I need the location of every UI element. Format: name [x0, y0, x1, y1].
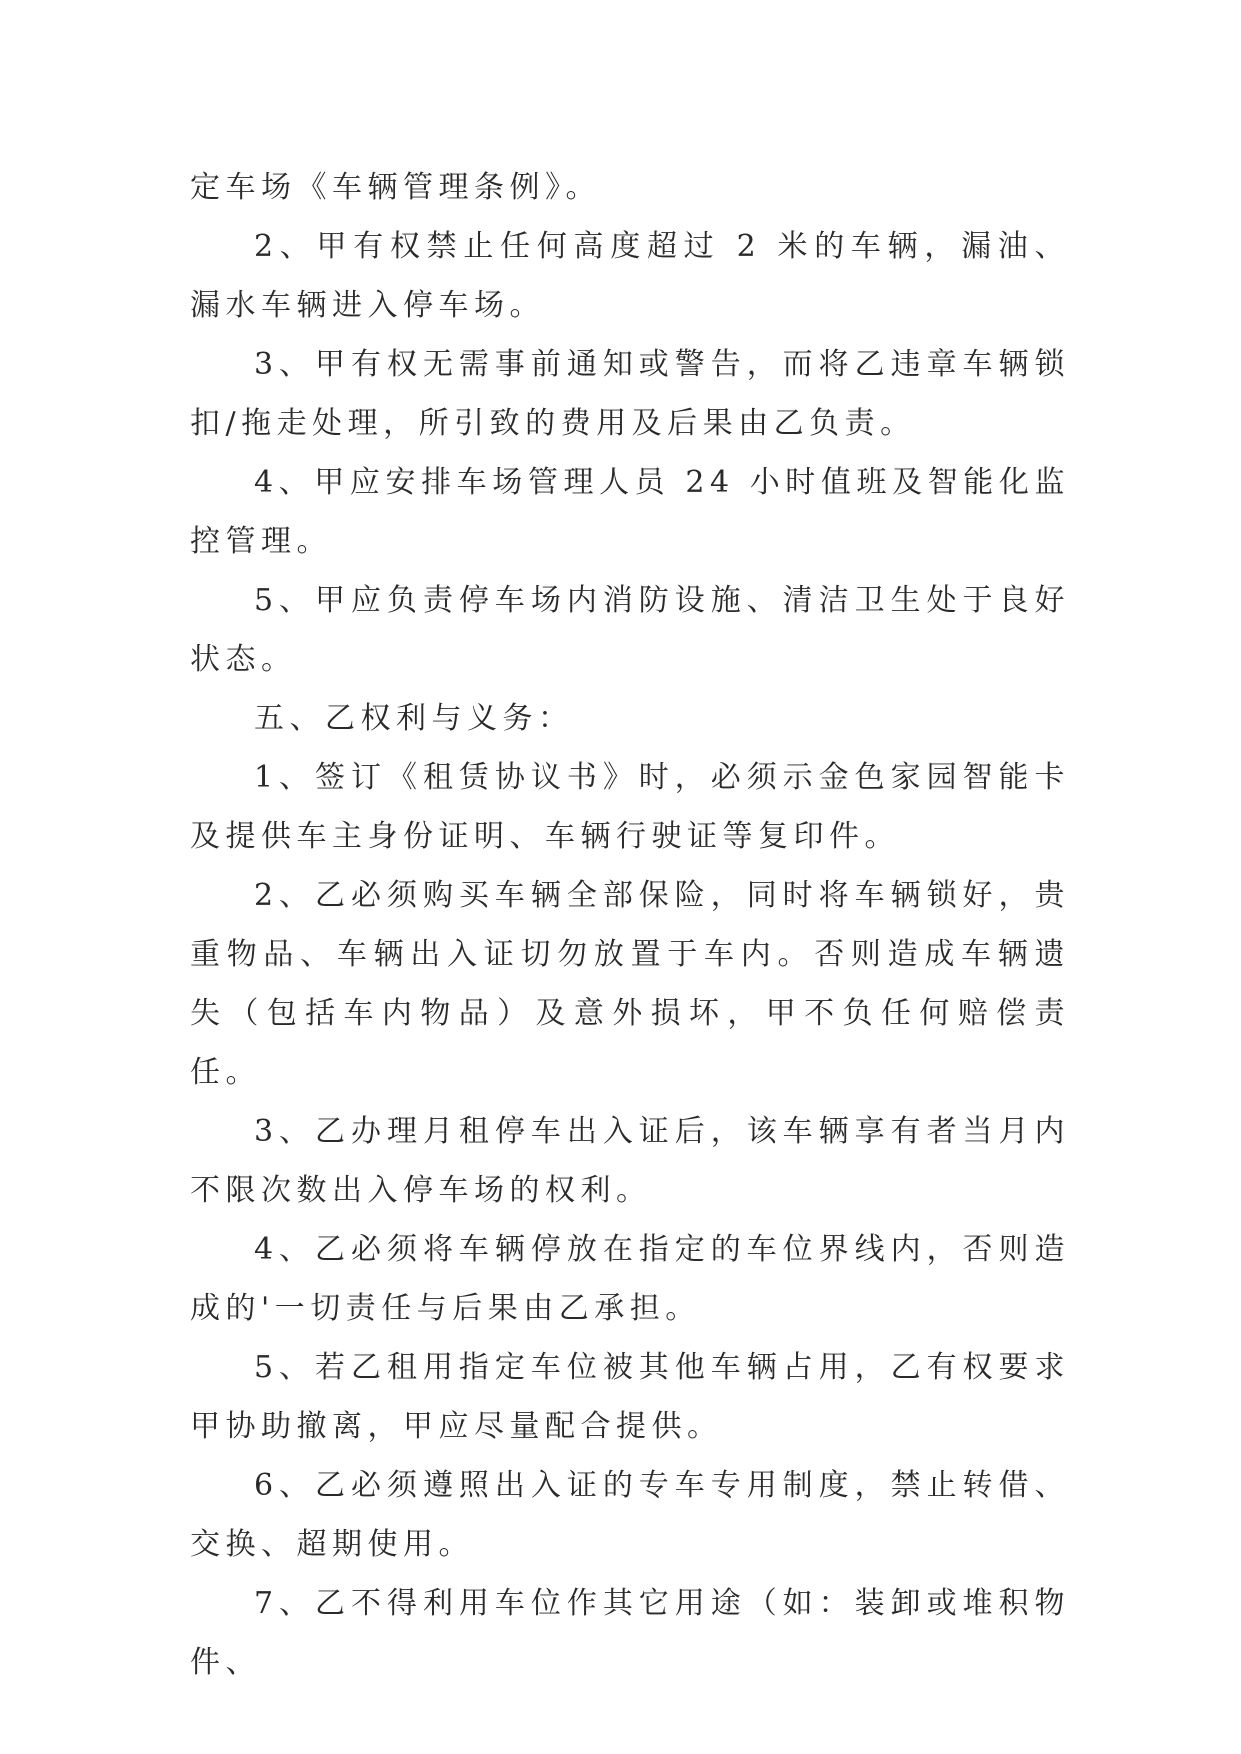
paragraph-4: 5、甲应负责停车场内消防设施、清洁卫生处于良好状态。 — [190, 583, 1070, 677]
paragraph-12: 7、乙不得利用车位作其它用途（如：装卸或堆积物件、 — [190, 1586, 1070, 1680]
paragraph-8: 3、乙办理月租停车出入证后，该车辆享有者当月内不限次数出入停车场的权利。 — [190, 1114, 1070, 1208]
paragraph-9: 4、乙必须将车辆停放在指定的车位界线内，否则造成的'一切责任与后果由乙承担。 — [190, 1232, 1070, 1326]
paragraph-3: 4、甲应安排车场管理人员 24 小时值班及智能化监控管理。 — [190, 465, 1070, 559]
paragraph-2: 3、甲有权无需事前通知或警告，而将乙违章车辆锁扣/拖走处理，所引致的费用及后果由乙负责。 — [190, 347, 1070, 441]
paragraph-0: 定车场《车辆管理条例》。 — [190, 170, 601, 205]
paragraph-7: 2、乙必须购买车辆全部保险，同时将车辆锁好，贵重物品、车辆出入证切勿放置于车内。否则造成车辆遗失（包括车内物品）及意外损坏，甲不负任何赔偿责任。 — [190, 878, 1070, 1090]
document-body — [190, 158, 1070, 1692]
paragraph-1: 2、甲有权禁止任何高度超过 2 米的车辆，漏油、漏水车辆进入停车场。 — [190, 229, 1070, 323]
paragraph-10: 5、若乙租用指定车位被其他车辆占用，乙有权要求甲协助撤离，甲应尽量配合提供。 — [190, 1350, 1070, 1444]
paragraph-11: 6、乙必须遵照出入证的专车专用制度，禁止转借、交换、超期使用。 — [190, 1468, 1070, 1562]
section-heading-5: 五、乙权利与义务： — [254, 701, 574, 736]
paragraph-6: 1、签订《租赁协议书》时，必须示金色家园智能卡及提供车主身份证明、车辆行驶证等复印件。 — [190, 760, 1070, 854]
